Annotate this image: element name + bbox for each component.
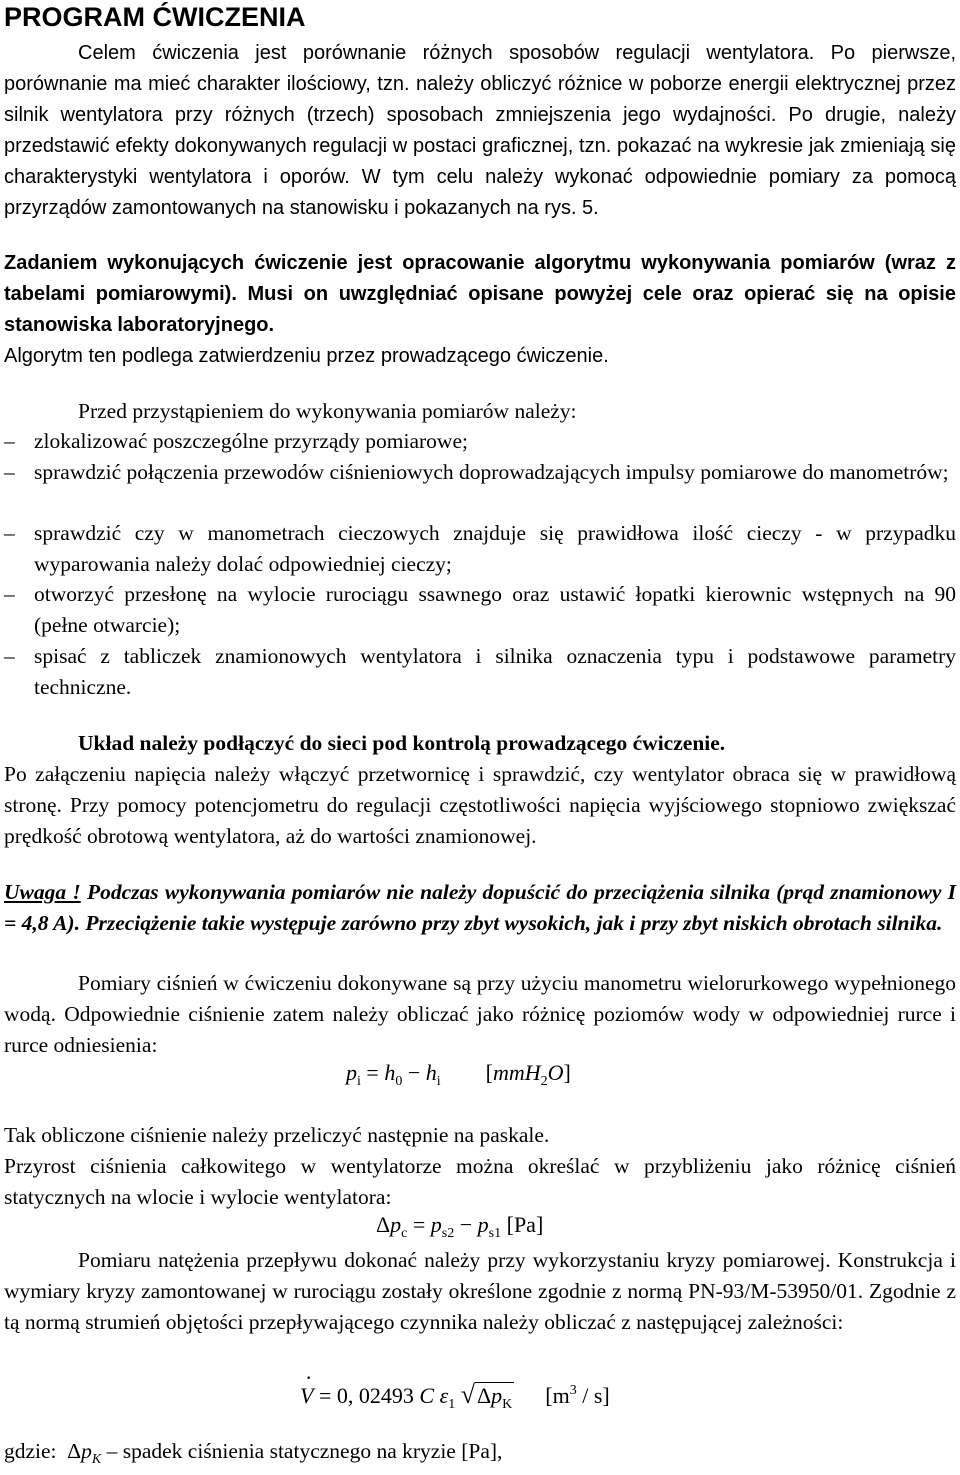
- list-item: [4, 457, 956, 488]
- where-label: gdzie:: [4, 1439, 57, 1463]
- formula-symbol: Δ: [477, 1383, 492, 1408]
- where-line: [4, 1436, 956, 1475]
- sqrt-icon: √: [460, 1380, 476, 1409]
- warning-label: Uwaga !: [4, 880, 81, 904]
- formula-unit: [m: [545, 1383, 570, 1408]
- formula-subscript: i: [436, 1074, 441, 1089]
- formula-subscript: i: [357, 1074, 361, 1089]
- formula-symbol: p: [491, 1383, 503, 1408]
- list-item-text: sprawdzić połączenia przewodów ciśnieniowych doprowadzających impulsy pomiarowe do manometrów;: [34, 460, 949, 484]
- formula-subscript: s1: [488, 1226, 502, 1241]
- dash-bullet: –: [4, 460, 15, 484]
- formula-symbol: p: [81, 1439, 92, 1463]
- dash-bullet: –: [4, 521, 15, 545]
- formula-unit: mmH: [492, 1060, 541, 1085]
- pascal-note: Tak obliczone ciśnienie należy przeliczyć następnie na paskale.: [4, 1123, 550, 1147]
- intro-paragraph: Celem ćwiczenia jest porównanie różnych sposobów regulacji wentylatora. Po pierwsze, porównanie ma mieć charakter ilościowy, tzn. należy obliczyć różnice w poborze energii elektrycznej przez silnik wentylatora przy różnych (trzech) sposobach zmniejszenia jego wydajności. Po drugie, należy przedstawić efekty dokonywanych regulacji w postaci graficznej, tzn. pokazać na wykresie jak zmieniają się charakterystyki wentylatora i oporów. W tym celu należy wykonać odpowiednie pomiary za pomocą przyrządów zamontowanych na stanowisku i pokazanych na rys. 5.: [4, 42, 956, 219]
- formula-symbol: C: [419, 1383, 435, 1408]
- formula-symbol: Δ: [67, 1439, 82, 1463]
- flow-formula: [300, 1365, 610, 1413]
- formula-subscript: K: [91, 1452, 102, 1467]
- list-item-text: otworzyć przesłonę na wylocie rurociągu ssawnego oraz ustawić łopatki kierownic wstępnych na 90 (pełne otwarcie);: [34, 582, 956, 637]
- formula-operator: = 0, 02493: [313, 1383, 420, 1408]
- formula-unit-bracket: [: [485, 1060, 493, 1085]
- formula-symbol: p: [430, 1212, 442, 1237]
- flow-paragraph: Pomiaru natężenia przepływu dokonać należy przy wykorzystaniu kryzy pomiarowej. Konstrukcja i wymiary kryzy zamontowanej w rurociągu zostały określone zgodnie z normą PN-93/M-53950/01. Zgodnie z tą normą strumień objętości przepływającego czynnika należy obliczać z następującej zależności:: [4, 1248, 956, 1334]
- formula-unit: / s]: [576, 1383, 610, 1408]
- connect-bold-line: Układ należy podłączyć do sieci pod kontrolą prowadzącego ćwiczenie.: [78, 731, 726, 755]
- formula-subscript: c: [401, 1226, 408, 1241]
- dash-bullet: –: [4, 429, 15, 453]
- pressure-difference-formula: [376, 1212, 543, 1242]
- page-title: PROGRAM ĆWICZENIA: [4, 2, 306, 32]
- warning-text: Podczas wykonywania pomiarów nie należy dopuścić do przeciążenia silnika (prąd znamionowy I = 4,8 A). Przeciążenie takie występuje zarówno przy zbyt wysokich, jak i przy zbyt niskich obrotach silnika.: [4, 880, 957, 935]
- list-item: [4, 579, 956, 641]
- formula-operator: −: [454, 1212, 478, 1237]
- formula-symbol: V: [300, 1383, 314, 1408]
- warning-paragraph: [4, 877, 956, 939]
- formula-subscript: s2: [441, 1226, 455, 1241]
- formula-symbol: p: [390, 1212, 402, 1237]
- formula-symbol: p: [346, 1060, 357, 1085]
- formula-subscript: 1: [448, 1397, 456, 1412]
- list-item-text: sprawdzić czy w manometrach cieczowych znajduje się prawidłowa ilość cieczy - w przypadku wyparowania należy dolać odpowiedniej cieczy;: [34, 521, 956, 576]
- dash-bullet: –: [4, 644, 15, 668]
- formula-subscript: 0: [395, 1074, 403, 1089]
- formula-symbol: p: [477, 1212, 489, 1237]
- formula-unit: [Pa]: [506, 1212, 544, 1237]
- formula-symbol: h: [425, 1060, 437, 1085]
- task-bold-paragraph: Zadaniem wykonujących ćwiczenie jest opracowanie algorytmu wykonywania pomiarów (wraz z tabelami pomiarowymi). Musi on uwzględniać opisane powyżej cele oraz opierać się na opisie stanowiska laboratoryjnego.: [4, 252, 956, 336]
- formula-superscript: 3: [569, 1383, 577, 1398]
- preparation-intro: Przed przystąpieniem do wykonywania pomiarów należy:: [78, 399, 577, 423]
- connect-paragraph: Po załączeniu napięcia należy włączyć przetwornicę i sprawdzić, czy wentylator obraca się w prawidłową stronę. Przy pomocy potencjometru do regulacji częstotliwości napięcia wyjściowego stopniowo zwiększać prędkość obrotową wentylatora, aż do wartości znamionowej.: [4, 762, 956, 848]
- formula-operator: =: [360, 1060, 385, 1085]
- list-item: [4, 426, 956, 457]
- formula-symbol: Δ: [376, 1212, 391, 1237]
- dash-bullet: –: [4, 582, 15, 606]
- pressure-formula: [346, 1060, 571, 1090]
- formula-operator: −: [402, 1060, 426, 1085]
- list-item: [4, 641, 956, 703]
- where-description: – spadek ciśnienia statycznego na kryzie [Pa],: [101, 1439, 503, 1463]
- formula-dot: ·: [305, 1365, 313, 1390]
- formula-subscript: 2: [540, 1074, 548, 1089]
- formula-unit-bracket: ]: [563, 1060, 571, 1085]
- list-item-text: spisać z tabliczek znamionowych wentylatora i silnika oznaczenia typu i podstawowe parametry techniczne.: [34, 644, 956, 699]
- formula-symbol: ε: [439, 1383, 449, 1408]
- formula-symbol: h: [384, 1060, 396, 1085]
- list-item: [4, 518, 956, 580]
- pressure-paragraph: Pomiary ciśnień w ćwiczeniu dokonywane są przy użyciu manometru wielorurkowego wypełnionego wodą. Odpowiednie ciśnienie zatem należy obliczać jako różnicę poziomów wody w odpowiedniej rurce i rurce odniesienia:: [4, 971, 956, 1057]
- list-item-text: zlokalizować poszczególne przyrządy pomiarowe;: [34, 429, 468, 453]
- algorithm-note: Algorytm ten podlega zatwierdzeniu przez prowadzącego ćwiczenie.: [4, 345, 609, 367]
- formula-subscript: K: [502, 1397, 513, 1412]
- sqrt-body: [475, 1382, 514, 1413]
- formula-operator: =: [407, 1212, 431, 1237]
- total-pressure-paragraph: Przyrost ciśnienia całkowitego w wentylatorze można określać w przybliżeniu jako różnicę ciśnień statycznych na wlocie i wylocie wentylatora:: [4, 1154, 956, 1209]
- formula-unit: O: [547, 1060, 564, 1085]
